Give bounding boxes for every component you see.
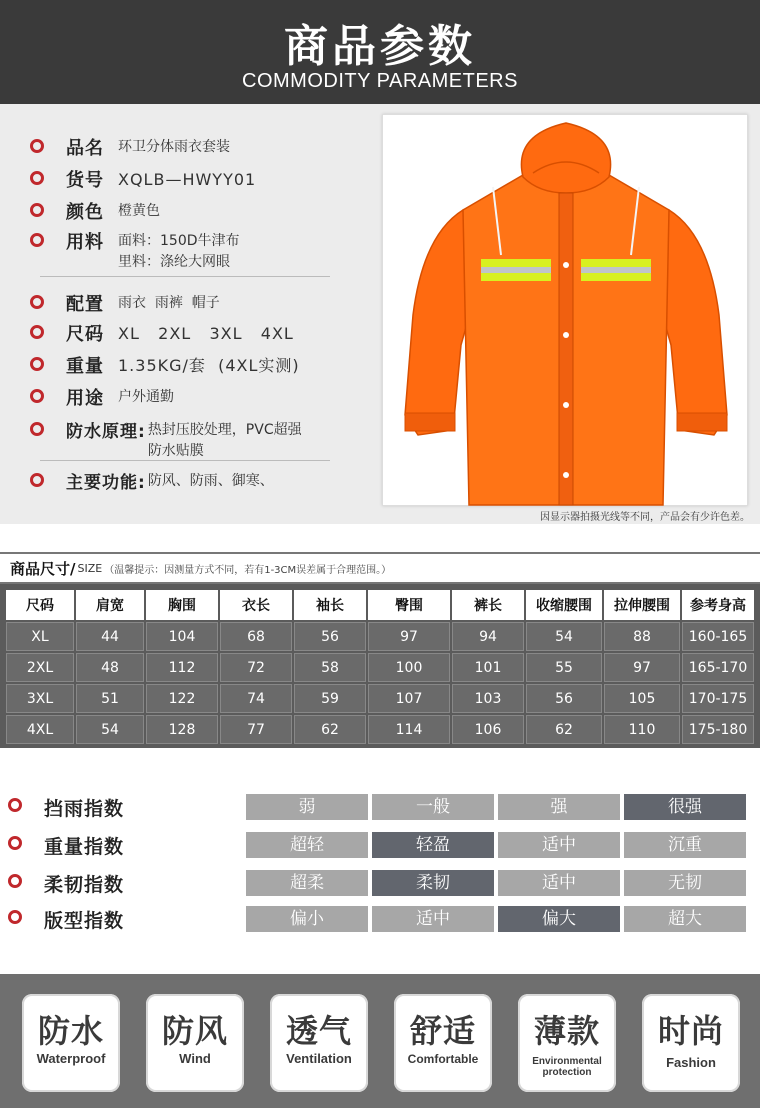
index-option: 适中 <box>498 870 620 896</box>
feature-en: Wind <box>179 1051 211 1066</box>
index-option: 偏小 <box>246 906 368 932</box>
table-row <box>6 715 754 744</box>
table-cell: 51 <box>76 684 144 713</box>
table-row <box>6 622 754 651</box>
table-cell: 88 <box>604 622 680 651</box>
table-cell: 110 <box>604 715 680 744</box>
index-option: 很强 <box>624 794 746 820</box>
param-value-line1: 热封压胶处理，PVC超强 <box>147 422 302 438</box>
param-color <box>30 198 160 224</box>
param-label: 重量 <box>66 356 104 377</box>
index-label: 挡雨指数 <box>44 798 125 820</box>
table-cell: 59 <box>294 684 366 713</box>
table-cell: 58 <box>294 653 366 682</box>
param-value: 户外通勤 <box>118 389 174 405</box>
column-header: 裤长 <box>452 590 524 620</box>
table-row <box>6 684 754 713</box>
table-cell: 77 <box>220 715 292 744</box>
column-header: 收缩腰围 <box>526 590 602 620</box>
bullet-icon <box>30 422 44 436</box>
size-chart-section <box>0 552 760 748</box>
param-name <box>30 134 230 160</box>
bullet-icon <box>30 473 44 487</box>
divider <box>40 276 330 277</box>
column-header: 尺码 <box>6 590 74 620</box>
size-table-header-row <box>6 590 754 620</box>
param-label: 货号 <box>66 170 104 191</box>
bullet-icon <box>8 836 22 850</box>
table-cell: 165-170 <box>682 653 754 682</box>
param-label: 用料 <box>66 232 104 253</box>
feature-cn: 薄款 <box>533 1012 600 1050</box>
index-option: 无韧 <box>624 870 746 896</box>
table-cell: 56 <box>526 684 602 713</box>
param-value <box>118 231 240 273</box>
size-chart-title: 商品尺寸/ <box>10 559 76 578</box>
table-cell: 3XL <box>6 684 74 713</box>
index-option: 弱 <box>246 794 368 820</box>
param-value-line2: 防水贴膜 <box>147 443 204 459</box>
table-cell: 68 <box>220 622 292 651</box>
index-row-fit <box>0 904 760 934</box>
table-cell: 97 <box>604 653 680 682</box>
index-option: 轻盈 <box>372 832 494 858</box>
param-function <box>30 468 274 493</box>
feature-wind <box>146 994 244 1092</box>
param-label: 主要功能: <box>66 473 146 493</box>
index-section <box>0 772 760 952</box>
index-option: 适中 <box>498 832 620 858</box>
feature-cn: 透气 <box>285 1012 352 1050</box>
table-cell: 54 <box>526 622 602 651</box>
index-option: 沉重 <box>624 832 746 858</box>
header-banner <box>0 0 760 104</box>
feature-en: Environmental protection <box>532 1056 602 1078</box>
feature-cn: 防水 <box>37 1012 104 1050</box>
param-weight <box>30 352 300 378</box>
param-value: 雨衣 雨裤 帽子 <box>118 295 220 311</box>
feature-en: Ventilation <box>286 1051 352 1066</box>
table-cell: 74 <box>220 684 292 713</box>
feature-cn: 舒适 <box>409 1012 476 1050</box>
feature-ventilation <box>270 994 368 1092</box>
table-cell: 170-175 <box>682 684 754 713</box>
table-cell: 55 <box>526 653 602 682</box>
index-option: 强 <box>498 794 620 820</box>
table-cell: 44 <box>76 622 144 651</box>
param-usage <box>30 384 174 410</box>
param-value: XQLB—HWYY01 <box>118 170 257 189</box>
param-waterproof <box>30 417 302 462</box>
page-subtitle: COMMODITY PARAMETERS <box>242 70 518 92</box>
bullet-icon <box>30 203 44 217</box>
param-label: 防水原理: <box>66 422 146 442</box>
table-cell: 4XL <box>6 715 74 744</box>
index-option: 一般 <box>372 794 494 820</box>
table-cell: 94 <box>452 622 524 651</box>
table-cell: 54 <box>76 715 144 744</box>
table-cell: 101 <box>452 653 524 682</box>
page-title: 商品参数 <box>284 21 476 72</box>
index-option: 超柔 <box>246 870 368 896</box>
param-label: 颜色 <box>66 202 104 223</box>
param-value: XL 2XL 3XL 4XL <box>118 324 294 343</box>
param-label: 尺码 <box>66 324 104 345</box>
bullet-icon <box>30 171 44 185</box>
index-label: 重量指数 <box>44 836 125 858</box>
column-header: 胸围 <box>146 590 218 620</box>
column-header: 臀围 <box>368 590 450 620</box>
index-row-weight <box>0 830 760 860</box>
param-value: 环卫分体雨衣套装 <box>118 139 230 155</box>
column-header: 袖长 <box>294 590 366 620</box>
param-value: 1.35KG/套 (4XL实测) <box>118 356 300 375</box>
table-cell: 62 <box>526 715 602 744</box>
bullet-icon <box>8 798 22 812</box>
table-cell: 106 <box>452 715 524 744</box>
param-material <box>30 228 240 273</box>
divider <box>40 460 330 461</box>
index-row-flexibility <box>0 868 760 898</box>
index-option: 偏大 <box>498 906 620 932</box>
bullet-icon <box>30 233 44 247</box>
table-cell: 72 <box>220 653 292 682</box>
params-section <box>0 104 760 524</box>
table-cell: 56 <box>294 622 366 651</box>
table-row <box>6 653 754 682</box>
param-sku <box>30 166 256 192</box>
size-table <box>4 588 756 746</box>
feature-waterproof <box>22 994 120 1092</box>
table-cell: 2XL <box>6 653 74 682</box>
index-option: 超大 <box>624 906 746 932</box>
table-cell: 160-165 <box>682 622 754 651</box>
table-cell: 105 <box>604 684 680 713</box>
index-label: 版型指数 <box>44 910 125 932</box>
bullet-icon <box>30 389 44 403</box>
size-chart-size-word: SIZE <box>77 561 103 575</box>
param-value <box>148 420 302 462</box>
param-label: 品名 <box>66 138 104 159</box>
index-row-rain <box>0 792 760 822</box>
column-header: 参考身高 <box>682 590 754 620</box>
table-cell: 107 <box>368 684 450 713</box>
param-size <box>30 320 294 346</box>
table-cell: 114 <box>368 715 450 744</box>
param-label: 配置 <box>66 294 104 315</box>
feature-en: Fashion <box>666 1055 716 1070</box>
feature-thin <box>518 994 616 1092</box>
feature-cn: 时尚 <box>657 1012 724 1050</box>
table-cell: 104 <box>146 622 218 651</box>
param-value: 橙黄色 <box>118 203 160 219</box>
param-value-line1: 面料：150D牛津布 <box>118 233 240 249</box>
photo-note: 因显示器拍摄光线等不同，产品会有少许色差。 <box>540 512 750 523</box>
param-value-line2: 里料：涤纶大网眼 <box>118 254 230 270</box>
index-option: 柔韧 <box>372 870 494 896</box>
index-option: 适中 <box>372 906 494 932</box>
param-config <box>30 290 220 316</box>
bullet-icon <box>30 357 44 371</box>
table-cell: XL <box>6 622 74 651</box>
index-label: 柔韧指数 <box>44 874 125 896</box>
table-cell: 112 <box>146 653 218 682</box>
product-photo <box>382 114 748 506</box>
bullet-icon <box>8 910 22 924</box>
table-cell: 175-180 <box>682 715 754 744</box>
column-header: 衣长 <box>220 590 292 620</box>
param-label: 用途 <box>66 388 104 409</box>
index-option: 超轻 <box>246 832 368 858</box>
feature-fashion <box>642 994 740 1092</box>
column-header: 拉伸腰围 <box>604 590 680 620</box>
column-header: 肩宽 <box>76 590 144 620</box>
table-cell: 128 <box>146 715 218 744</box>
feature-cn: 防风 <box>161 1012 228 1050</box>
feature-en: Waterproof <box>36 1051 106 1066</box>
feature-section <box>0 974 760 1108</box>
table-cell: 97 <box>368 622 450 651</box>
param-value: 防风、防雨、御寒、 <box>147 473 274 489</box>
bullet-icon <box>30 325 44 339</box>
feature-en: Comfortable <box>407 1052 479 1066</box>
table-cell: 122 <box>146 684 218 713</box>
size-chart-tip: （温馨提示：因测量方式不同，若有1-3CM误差属于合理范围。） <box>104 564 392 576</box>
table-cell: 103 <box>452 684 524 713</box>
bullet-icon <box>30 139 44 153</box>
bullet-icon <box>8 874 22 888</box>
feature-comfortable <box>394 994 492 1092</box>
table-cell: 62 <box>294 715 366 744</box>
table-cell: 48 <box>76 653 144 682</box>
size-chart-header <box>0 552 760 584</box>
table-cell: 100 <box>368 653 450 682</box>
jacket-illustration <box>383 115 749 507</box>
bullet-icon <box>30 295 44 309</box>
